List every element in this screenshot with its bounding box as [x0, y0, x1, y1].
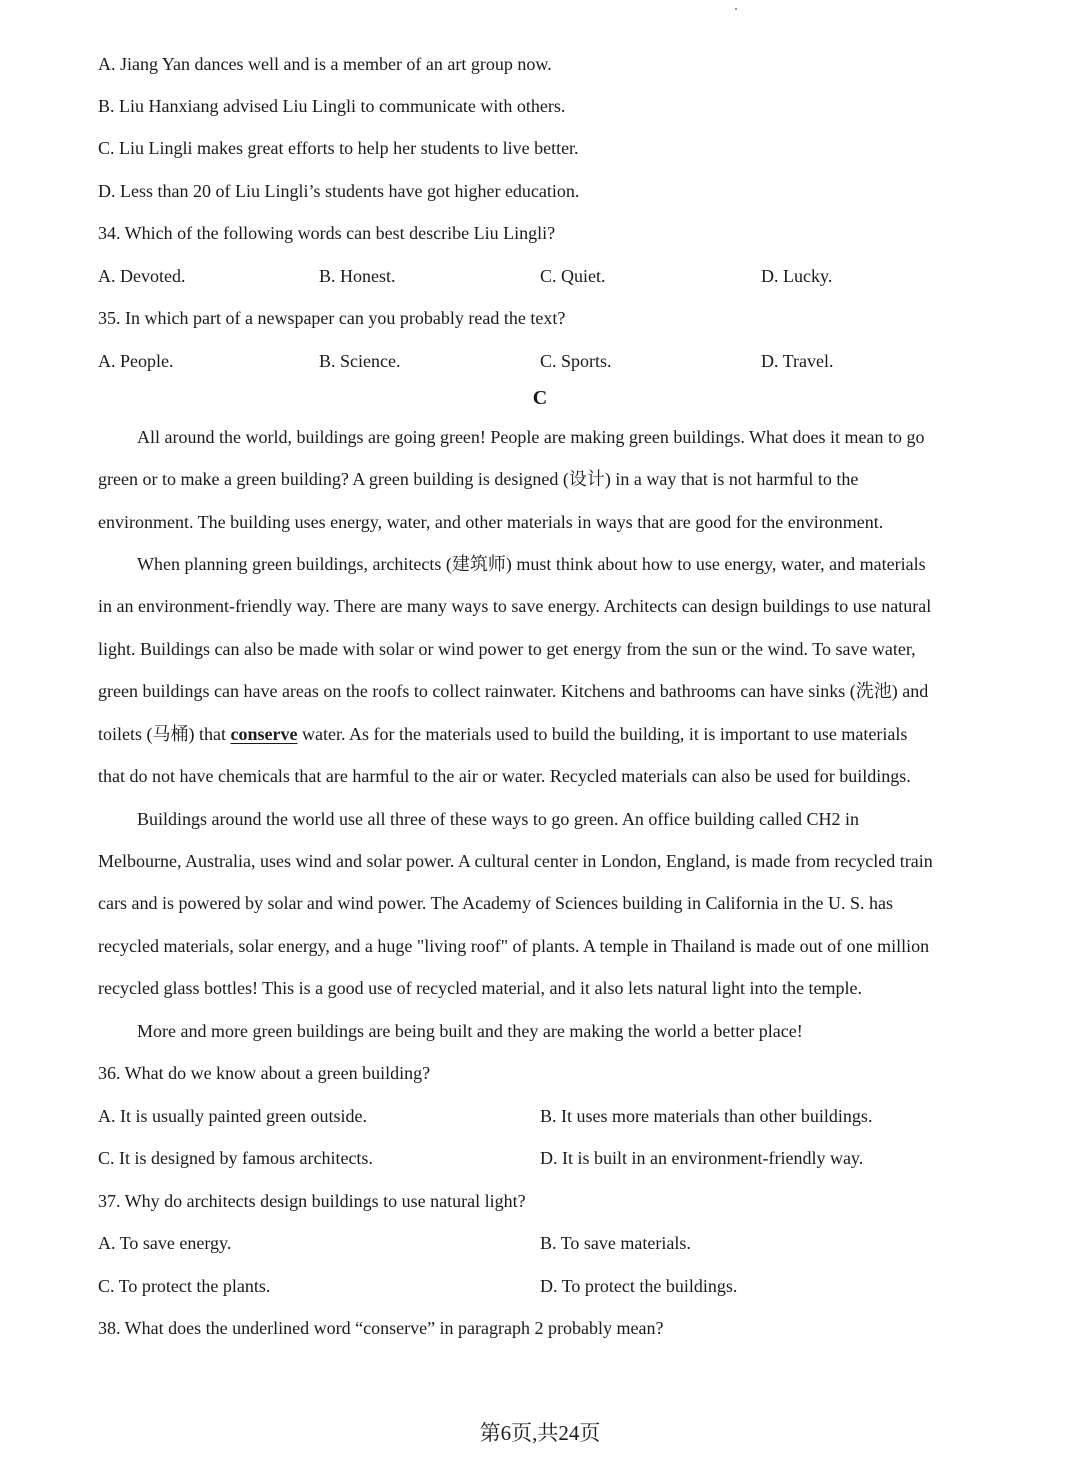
q34-option-c: C. Quiet. — [540, 266, 606, 286]
page-number: 第6页,共24页 — [479, 1421, 601, 1445]
q37-stem: 37. Why do architects design buildings to use natural light? — [98, 1191, 526, 1211]
q37-option-a: A. To save energy. — [98, 1233, 232, 1253]
q37-option-b: B. To save materials. — [540, 1233, 691, 1253]
q34-stem: 34. Which of the following words can best describe Liu Lingli? — [98, 223, 556, 243]
passage-p1-line-2: green or to make a green building? A green building is designed (设计) in a way that is not harmful to the — [98, 469, 859, 489]
q35-option-a: A. People. — [98, 351, 174, 371]
q34-option-b: B. Honest. — [319, 266, 396, 286]
q33-option-a: A. Jiang Yan dances well and is a member of an art group now. — [98, 54, 552, 74]
passage-p2-line-5-post: water. As for the materials used to build the building, it is important to use materials — [297, 724, 908, 744]
passage-p2-line-6: that do not have chemicals that are harmful to the air or water. Recycled materials can also be used for buildings. — [98, 766, 911, 786]
passage-p2-line-3: light. Buildings can also be made with solar or wind power to get energy from the sun or the wind. To save water, — [98, 639, 916, 659]
q36-option-c: C. It is designed by famous architects. — [98, 1148, 373, 1168]
q37-option-c: C. To protect the plants. — [98, 1276, 271, 1296]
passage-p3-line-4: recycled materials, solar energy, and a huge "living roof" of plants. A temple in Thailand is made out of one million — [98, 936, 930, 956]
passage-p3-line-2: Melbourne, Australia, uses wind and solar power. A cultural center in London, England, is made from recycled train — [98, 851, 933, 871]
passage-p3-line-3: cars and is powered by solar and wind power. The Academy of Sciences building in California in the U. S. has — [98, 893, 893, 913]
q35-stem: 35. In which part of a newspaper can you probably read the text? — [98, 308, 566, 328]
q33-option-c: C. Liu Lingli makes great efforts to help her students to live better. — [98, 138, 579, 158]
q33-option-b: B. Liu Hanxiang advised Liu Lingli to communicate with others. — [98, 96, 566, 116]
q38-stem: 38. What does the underlined word “conserve” in paragraph 2 probably mean? — [98, 1318, 664, 1338]
q34-option-a: A. Devoted. — [98, 266, 186, 286]
underlined-word: conserve — [230, 724, 298, 744]
q35-option-b: B. Science. — [319, 351, 401, 371]
passage-p4: More and more green buildings are being built and they are making the world a better place! — [137, 1021, 803, 1041]
passage-p2-line-5-pre: toilets (马桶) that — [98, 724, 231, 744]
passage-p3-line-1: Buildings around the world use all three of these ways to go green. An office building called CH2 in — [137, 809, 860, 829]
q36-option-d: D. It is built in an environment-friendly way. — [540, 1148, 864, 1168]
q34-option-d: D. Lucky. — [761, 266, 833, 286]
passage-p2-line-2: in an environment-friendly way. There are many ways to save energy. Architects can design buildings to use natural — [98, 596, 932, 616]
passage-p3-line-5: recycled glass bottles! This is a good use of recycled material, and it also lets natural light into the temple. — [98, 978, 862, 998]
passage-p2-line-5 — [98, 722, 907, 746]
q33-option-d: D. Less than 20 of Liu Lingli’s students have got higher education. — [98, 181, 580, 201]
passage-p1-line-3: environment. The building uses energy, water, and other materials in ways that are good for the environment. — [98, 512, 884, 532]
q35-option-d: D. Travel. — [761, 351, 834, 371]
q36-option-a: A. It is usually painted green outside. — [98, 1106, 367, 1126]
scan-speck — [735, 8, 737, 10]
q35-option-c: C. Sports. — [540, 351, 612, 371]
q36-stem: 36. What do we know about a green building? — [98, 1063, 431, 1083]
section-heading: C — [532, 387, 548, 409]
passage-p2-line-4: green buildings can have areas on the roofs to collect rainwater. Kitchens and bathrooms can have sinks (洗池) and — [98, 681, 929, 701]
passage-p2-line-1: When planning green buildings, architects (建筑师) must think about how to use energy, water, and materials — [137, 554, 926, 574]
passage-p1-line-1: All around the world, buildings are going green! People are making green buildings. What does it mean to go — [137, 427, 925, 447]
q36-option-b: B. It uses more materials than other buildings. — [540, 1106, 873, 1126]
q37-option-d: D. To protect the buildings. — [540, 1276, 738, 1296]
